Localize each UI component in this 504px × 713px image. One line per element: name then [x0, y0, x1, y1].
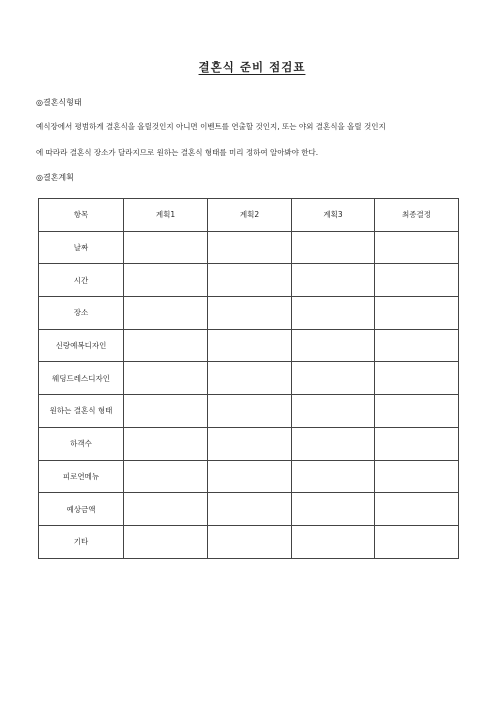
table-cell [208, 231, 292, 264]
table-header-row [39, 199, 459, 232]
table-cell [208, 264, 292, 297]
table-cell [208, 460, 292, 493]
table-cell [124, 297, 208, 330]
table-cell [292, 427, 375, 460]
table-cell [124, 329, 208, 362]
table-cell [208, 525, 292, 558]
table-cell [208, 427, 292, 460]
row-label: 웨딩드레스디자인 [39, 362, 124, 395]
table-cell [208, 362, 292, 395]
table-cell [124, 362, 208, 395]
table-cell [124, 460, 208, 493]
table-cell [292, 525, 375, 558]
table-row [39, 427, 459, 460]
table-cell [292, 460, 375, 493]
table-cell [292, 264, 375, 297]
table-cell [375, 525, 459, 558]
table-cell [292, 395, 375, 428]
table-row [39, 460, 459, 493]
table-cell [124, 525, 208, 558]
row-label: 날짜 [39, 231, 124, 264]
table-row [39, 493, 459, 526]
wedding-plan-table [38, 198, 459, 559]
row-label: 예상금액 [39, 493, 124, 526]
table-row [39, 231, 459, 264]
table-row [39, 329, 459, 362]
header-plan-2: 계획2 [208, 199, 292, 232]
table-cell [292, 329, 375, 362]
table-cell [208, 297, 292, 330]
paragraph-line-2: 에 따라라 결혼식 장소가 달라지므로 원하는 결혼식 형태를 미리 정하여 알아봐야 한다. [36, 148, 319, 157]
table-cell [375, 231, 459, 264]
row-label: 신랑예복디자인 [39, 329, 124, 362]
table-cell [375, 395, 459, 428]
table-row [39, 395, 459, 428]
table-cell [208, 329, 292, 362]
table-cell [375, 264, 459, 297]
header-final-decision: 최종결정 [375, 199, 459, 232]
table-row [39, 362, 459, 395]
table-cell [208, 493, 292, 526]
row-label: 시간 [39, 264, 124, 297]
table-cell [124, 395, 208, 428]
table-cell [292, 493, 375, 526]
table-cell [375, 460, 459, 493]
header-plan-3: 계획3 [292, 199, 375, 232]
row-label: 원하는 결혼식 형태 [39, 395, 124, 428]
table-cell [375, 362, 459, 395]
table-row [39, 264, 459, 297]
row-label: 기타 [39, 525, 124, 558]
table-cell [375, 493, 459, 526]
header-item: 항목 [39, 199, 124, 232]
table-cell [292, 297, 375, 330]
paragraph-line-1: 예식장에서 평범하게 결혼식을 올릴것인지 아니면 이벤트를 연출할 것인지, 또는 야외 결혼식을 올릴 것인지 [36, 122, 386, 131]
row-label: 하객수 [39, 427, 124, 460]
table-cell [375, 297, 459, 330]
table-cell [124, 427, 208, 460]
table-cell [375, 329, 459, 362]
table-cell [124, 493, 208, 526]
table-cell [208, 395, 292, 428]
page-title: 결혼식 준비 점검표 [198, 60, 306, 74]
section-heading-wedding-type: ◎결혼식형태 [36, 98, 82, 107]
row-label: 장소 [39, 297, 124, 330]
table-row [39, 297, 459, 330]
table-cell [375, 427, 459, 460]
header-plan-1: 계획1 [124, 199, 208, 232]
row-label: 피로연메뉴 [39, 460, 124, 493]
table-cell [124, 231, 208, 264]
table-row [39, 525, 459, 558]
table-cell [292, 362, 375, 395]
table-cell [124, 264, 208, 297]
section-heading-wedding-plan: ◎결혼계획 [36, 173, 74, 182]
table-cell [292, 231, 375, 264]
